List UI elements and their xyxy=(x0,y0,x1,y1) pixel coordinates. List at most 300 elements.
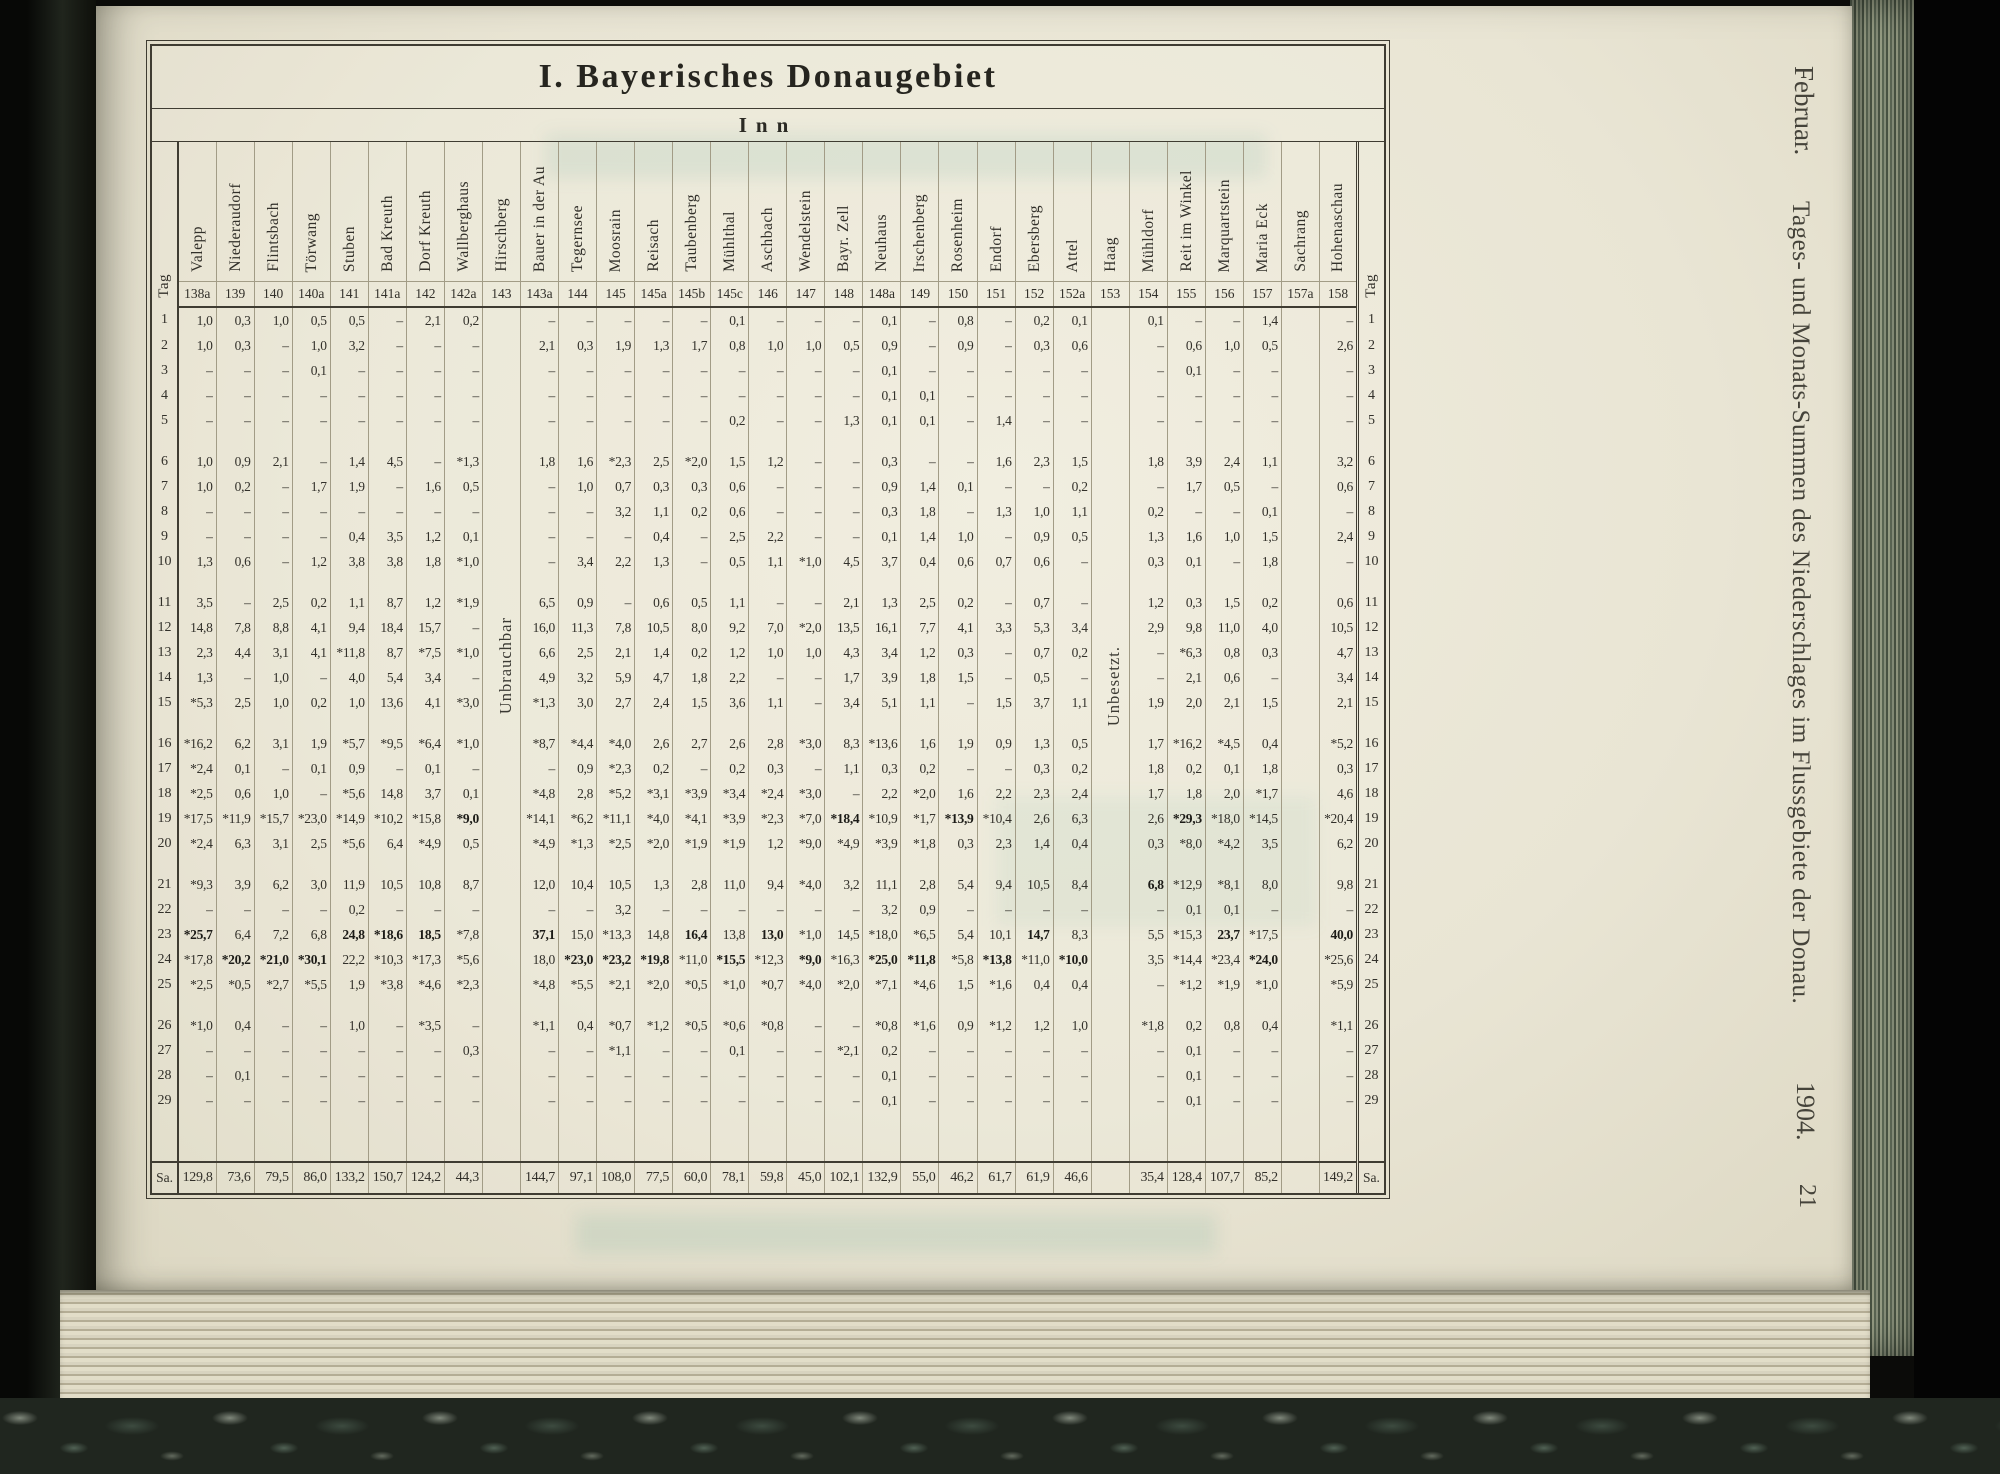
value-cell: – xyxy=(444,1063,482,1088)
day-cell: 22 xyxy=(157,901,172,917)
value-cell: – xyxy=(939,383,977,408)
value-cell: – xyxy=(330,1038,368,1063)
value-cell: – xyxy=(216,499,254,524)
value-cell: – xyxy=(787,524,825,549)
value-cell: – xyxy=(520,1038,558,1063)
sum-cell: 61,7 xyxy=(977,1162,1015,1193)
value-cell xyxy=(1281,449,1319,474)
value-cell: 0,1 xyxy=(444,781,482,806)
value-cell: – xyxy=(825,1063,863,1088)
value-cell: 7,7 xyxy=(901,615,939,640)
value-cell: 1,0 xyxy=(254,665,292,690)
value-cell: 6,8 xyxy=(292,922,330,947)
value-cell: *5,6 xyxy=(444,947,482,972)
value-cell: – xyxy=(559,408,597,433)
value-cell: *30,1 xyxy=(292,947,330,972)
value-cell: – xyxy=(559,383,597,408)
value-cell: 0,2 xyxy=(711,408,749,433)
value-cell: – xyxy=(216,383,254,408)
value-cell: 2,5 xyxy=(292,831,330,856)
value-cell: – xyxy=(406,333,444,358)
value-cell: 2,5 xyxy=(216,690,254,715)
value-cell: – xyxy=(673,1063,711,1088)
value-cell: *1,8 xyxy=(901,831,939,856)
value-cell: *2,1 xyxy=(825,1038,863,1063)
value-cell: *2,0 xyxy=(635,972,673,997)
value-cell: – xyxy=(1205,383,1243,408)
value-cell: *4,0 xyxy=(787,872,825,897)
value-cell: 4,1 xyxy=(939,615,977,640)
day-cell: 26 xyxy=(1357,1013,1384,1038)
value-cell: – xyxy=(178,897,216,922)
value-cell: – xyxy=(216,1088,254,1113)
value-cell: – xyxy=(406,408,444,433)
station-header: Stuben xyxy=(330,142,368,282)
value-cell: 1,9 xyxy=(292,731,330,756)
day-row xyxy=(152,358,1384,383)
value-cell: 6,2 xyxy=(1319,831,1357,856)
value-cell: 1,0 xyxy=(330,690,368,715)
value-cell: – xyxy=(559,1038,597,1063)
value-cell xyxy=(1281,499,1319,524)
value-cell: – xyxy=(1319,897,1357,922)
value-cell: *23,0 xyxy=(559,947,597,972)
value-cell: 18,0 xyxy=(520,947,558,972)
value-cell: 0,4 xyxy=(1243,731,1281,756)
value-cell: 1,5 xyxy=(977,690,1015,715)
value-cell xyxy=(1281,1088,1319,1113)
sum-cell: 132,9 xyxy=(863,1162,901,1193)
value-cell: 4,4 xyxy=(216,640,254,665)
value-cell: 0,1 xyxy=(901,408,939,433)
value-cell: – xyxy=(406,897,444,922)
value-cell: 3,4 xyxy=(863,640,901,665)
value-cell xyxy=(1091,1063,1129,1088)
value-cell: – xyxy=(1015,383,1053,408)
value-cell: *10,9 xyxy=(863,806,901,831)
station-header: Haag xyxy=(1091,142,1129,282)
value-cell: 10,5 xyxy=(597,872,635,897)
value-cell xyxy=(1281,665,1319,690)
value-cell: – xyxy=(977,1063,1015,1088)
value-cell: 1,5 xyxy=(1205,590,1243,615)
value-cell: 10,5 xyxy=(635,615,673,640)
value-cell: 1,6 xyxy=(939,781,977,806)
value-cell: – xyxy=(292,1088,330,1113)
value-cell: 5,4 xyxy=(939,872,977,897)
day-row xyxy=(152,1013,1384,1038)
value-cell: 9,4 xyxy=(977,872,1015,897)
value-cell: – xyxy=(939,1088,977,1113)
value-cell: *24,0 xyxy=(1243,947,1281,972)
sum-cell: 79,5 xyxy=(254,1162,292,1193)
value-cell: – xyxy=(977,640,1015,665)
station-number: 145c xyxy=(711,282,749,308)
day-cell: 14 xyxy=(1357,665,1384,690)
value-cell: – xyxy=(635,897,673,922)
value-cell: 10,8 xyxy=(406,872,444,897)
value-cell: – xyxy=(292,383,330,408)
value-cell: 1,5 xyxy=(711,449,749,474)
day-row xyxy=(152,474,1384,499)
station-number: 144 xyxy=(559,282,597,308)
value-cell: 1,4 xyxy=(330,449,368,474)
value-cell: 1,3 xyxy=(1015,731,1053,756)
value-cell: – xyxy=(787,1013,825,1038)
value-cell: 4,0 xyxy=(330,665,368,690)
value-cell: 0,2 xyxy=(1015,307,1053,333)
station-header: Bayr. Zell xyxy=(825,142,863,282)
value-cell: – xyxy=(1129,1088,1167,1113)
value-cell: 2,5 xyxy=(711,524,749,549)
value-cell: *17,8 xyxy=(178,947,216,972)
spacer-row xyxy=(152,574,1384,590)
station-header: Flintsbach xyxy=(254,142,292,282)
day-cell: 12 xyxy=(157,619,172,635)
value-cell: – xyxy=(977,474,1015,499)
value-cell: 1,6 xyxy=(559,449,597,474)
value-cell: – xyxy=(1053,549,1091,574)
value-cell: 0,1 xyxy=(863,524,901,549)
value-cell: 4,6 xyxy=(1319,781,1357,806)
day-column-header: Tag xyxy=(1357,142,1384,307)
value-cell: – xyxy=(1205,307,1243,333)
value-cell: – xyxy=(444,358,482,383)
value-cell: 0,3 xyxy=(216,307,254,333)
value-cell: *11,0 xyxy=(673,947,711,972)
value-cell: *1,3 xyxy=(559,831,597,856)
station-number: 145a xyxy=(635,282,673,308)
value-cell: *20,4 xyxy=(1319,806,1357,831)
value-cell: 0,4 xyxy=(1243,1013,1281,1038)
value-cell: – xyxy=(901,358,939,383)
value-cell: 1,3 xyxy=(825,408,863,433)
value-cell: – xyxy=(1129,972,1167,997)
value-cell: *23,4 xyxy=(1205,947,1243,972)
value-cell xyxy=(1281,307,1319,333)
value-cell: 3,2 xyxy=(559,665,597,690)
value-cell: 6,6 xyxy=(520,640,558,665)
value-cell: 0,8 xyxy=(711,333,749,358)
value-cell: – xyxy=(444,333,482,358)
value-cell: 0,6 xyxy=(1053,333,1091,358)
value-cell: 0,1 xyxy=(292,358,330,383)
value-cell: *1,0 xyxy=(178,1013,216,1038)
value-cell: 1,1 xyxy=(749,549,787,574)
value-cell: 2,6 xyxy=(635,731,673,756)
value-cell: 2,6 xyxy=(1129,806,1167,831)
day-cell: 15 xyxy=(1357,690,1384,715)
value-cell: *5,2 xyxy=(597,781,635,806)
sum-cell: 107,7 xyxy=(1205,1162,1243,1193)
value-cell: – xyxy=(1319,307,1357,333)
value-cell: – xyxy=(825,358,863,383)
value-cell: *18,0 xyxy=(1205,806,1243,831)
value-cell: 6,2 xyxy=(216,731,254,756)
value-cell: – xyxy=(520,499,558,524)
value-cell: – xyxy=(559,897,597,922)
day-cell: 6 xyxy=(1357,449,1384,474)
value-cell: – xyxy=(444,897,482,922)
value-cell: 2,5 xyxy=(559,640,597,665)
value-cell: 3,1 xyxy=(254,731,292,756)
day-cell: 9 xyxy=(1357,524,1384,549)
value-cell: 2,3 xyxy=(977,831,1015,856)
value-cell: 1,8 xyxy=(1129,756,1167,781)
value-cell xyxy=(1281,333,1319,358)
value-cell xyxy=(1281,615,1319,640)
value-cell: – xyxy=(711,358,749,383)
value-cell: – xyxy=(1319,408,1357,433)
value-cell: 7,0 xyxy=(749,615,787,640)
value-cell: 3,7 xyxy=(1015,690,1053,715)
precipitation-table-sheet xyxy=(150,44,1386,1195)
sum-cell: 149,2 xyxy=(1319,1162,1357,1193)
value-cell: 15,0 xyxy=(559,922,597,947)
value-cell: – xyxy=(406,1063,444,1088)
value-cell: 0,2 xyxy=(292,690,330,715)
value-cell: 2,2 xyxy=(977,781,1015,806)
value-cell: 8,8 xyxy=(254,615,292,640)
value-cell: 18,4 xyxy=(368,615,406,640)
value-cell: – xyxy=(216,897,254,922)
value-cell: – xyxy=(1243,1038,1281,1063)
day-cell: 3 xyxy=(1357,358,1384,383)
value-cell: 3,0 xyxy=(559,690,597,715)
day-cell: 8 xyxy=(1357,499,1384,524)
value-cell: 9,4 xyxy=(749,872,787,897)
value-cell: 0,2 xyxy=(673,640,711,665)
value-cell: 0,1 xyxy=(216,756,254,781)
value-cell: 2,1 xyxy=(825,590,863,615)
value-cell: 1,0 xyxy=(559,474,597,499)
value-cell: *20,2 xyxy=(216,947,254,972)
day-cell: 13 xyxy=(157,644,172,660)
value-cell: 0,3 xyxy=(863,449,901,474)
value-cell: – xyxy=(977,307,1015,333)
value-cell: – xyxy=(1319,549,1357,574)
value-cell: 1,3 xyxy=(635,872,673,897)
value-cell: *1,3 xyxy=(444,449,482,474)
day-row xyxy=(152,806,1384,831)
station-header: Wallberghaus xyxy=(444,142,482,282)
value-cell: 6,8 xyxy=(1129,872,1167,897)
value-cell: *8,1 xyxy=(1205,872,1243,897)
station-number: 145b xyxy=(673,282,711,308)
value-cell: – xyxy=(939,408,977,433)
value-cell: – xyxy=(178,1088,216,1113)
value-cell: – xyxy=(1129,408,1167,433)
value-cell: – xyxy=(977,590,1015,615)
value-cell: – xyxy=(254,408,292,433)
value-cell: 0,8 xyxy=(939,307,977,333)
value-cell: 0,1 xyxy=(1205,897,1243,922)
value-cell: 0,9 xyxy=(939,333,977,358)
value-cell: 1,7 xyxy=(1129,781,1167,806)
value-cell: – xyxy=(368,1088,406,1113)
value-cell: 1,4 xyxy=(1243,307,1281,333)
value-cell: *17,5 xyxy=(1243,922,1281,947)
value-cell: 1,2 xyxy=(1015,1013,1053,1038)
value-cell: – xyxy=(520,897,558,922)
value-cell: 0,9 xyxy=(863,333,901,358)
value-cell: 1,0 xyxy=(749,640,787,665)
value-cell: – xyxy=(216,408,254,433)
value-cell: 1,0 xyxy=(330,1013,368,1038)
value-cell: 0,2 xyxy=(1053,756,1091,781)
value-cell: – xyxy=(368,897,406,922)
value-cell: – xyxy=(635,383,673,408)
value-cell: – xyxy=(559,524,597,549)
value-cell: – xyxy=(406,1088,444,1113)
value-cell: *14,5 xyxy=(1243,806,1281,831)
value-cell: 0,1 xyxy=(863,358,901,383)
value-cell: 0,3 xyxy=(1129,831,1167,856)
sum-cell: 128,4 xyxy=(1167,1162,1205,1193)
value-cell: 1,3 xyxy=(635,333,673,358)
value-cell: *14,1 xyxy=(520,806,558,831)
day-cell: 26 xyxy=(157,1017,172,1033)
day-row xyxy=(152,307,1384,333)
value-cell: – xyxy=(330,499,368,524)
value-cell xyxy=(1091,408,1129,433)
value-cell: 0,6 xyxy=(216,781,254,806)
value-cell: – xyxy=(1243,358,1281,383)
day-cell: 29 xyxy=(157,1092,172,1108)
sum-label: Sa. xyxy=(152,1162,178,1193)
value-cell: – xyxy=(711,1063,749,1088)
value-cell: 5,1 xyxy=(863,690,901,715)
station-number: 140 xyxy=(254,282,292,308)
station-number: 151 xyxy=(977,282,1015,308)
value-cell xyxy=(1281,590,1319,615)
value-cell: – xyxy=(1129,897,1167,922)
value-cell: – xyxy=(368,1063,406,1088)
value-cell: 2,5 xyxy=(635,449,673,474)
value-cell: *9,5 xyxy=(368,731,406,756)
value-cell: – xyxy=(787,408,825,433)
value-cell: 0,2 xyxy=(1129,499,1167,524)
sum-cell xyxy=(1091,1162,1129,1193)
day-cell: 16 xyxy=(157,735,172,751)
value-cell: – xyxy=(749,358,787,383)
value-cell: – xyxy=(825,524,863,549)
value-cell xyxy=(1091,1088,1129,1113)
value-cell: 0,3 xyxy=(1243,640,1281,665)
value-cell: – xyxy=(749,665,787,690)
value-cell: 0,3 xyxy=(559,333,597,358)
value-cell: 3,2 xyxy=(330,333,368,358)
value-cell: – xyxy=(520,383,558,408)
value-cell: 2,2 xyxy=(597,549,635,574)
station-number: 152a xyxy=(1053,282,1091,308)
value-cell: 1,5 xyxy=(939,972,977,997)
value-cell: 0,5 xyxy=(1205,474,1243,499)
value-cell: *11,0 xyxy=(1015,947,1053,972)
value-cell: – xyxy=(635,1088,673,1113)
value-cell: 10,5 xyxy=(368,872,406,897)
value-cell: 1,8 xyxy=(1243,549,1281,574)
value-cell: – xyxy=(673,549,711,574)
sum-cell: 129,8 xyxy=(178,1162,216,1193)
value-cell: – xyxy=(939,449,977,474)
station-number: 155 xyxy=(1167,282,1205,308)
value-cell: – xyxy=(254,474,292,499)
value-cell: 2,3 xyxy=(1015,781,1053,806)
station-header: Dorf Kreuth xyxy=(406,142,444,282)
value-cell: 13,8 xyxy=(711,922,749,947)
value-cell: *1,0 xyxy=(787,922,825,947)
value-cell: 1,0 xyxy=(787,333,825,358)
station-header: Mühlthal xyxy=(711,142,749,282)
value-cell: 23,7 xyxy=(1205,922,1243,947)
value-cell: *1,0 xyxy=(444,549,482,574)
station-header: Aschbach xyxy=(749,142,787,282)
value-cell xyxy=(1281,1013,1319,1038)
value-cell: 0,4 xyxy=(1053,972,1091,997)
value-cell: 0,2 xyxy=(711,756,749,781)
value-cell: – xyxy=(635,358,673,383)
value-cell: 1,0 xyxy=(178,474,216,499)
value-cell: 8,7 xyxy=(444,872,482,897)
value-cell xyxy=(482,1063,520,1088)
value-cell: 3,5 xyxy=(368,524,406,549)
value-cell: 0,1 xyxy=(216,1063,254,1088)
station-number: 143a xyxy=(520,282,558,308)
value-cell: – xyxy=(977,897,1015,922)
value-cell: – xyxy=(1167,383,1205,408)
value-cell: 1,5 xyxy=(1243,524,1281,549)
value-cell: – xyxy=(749,1063,787,1088)
value-cell: *25,0 xyxy=(863,947,901,972)
value-cell: – xyxy=(1053,665,1091,690)
value-cell: – xyxy=(520,307,558,333)
value-cell: 11,0 xyxy=(711,872,749,897)
value-cell: 0,7 xyxy=(1015,640,1053,665)
station-header: Hohenaschau xyxy=(1319,142,1357,282)
value-cell: 6,5 xyxy=(520,590,558,615)
station-number: 145 xyxy=(597,282,635,308)
value-cell: 4,0 xyxy=(1243,615,1281,640)
value-cell: – xyxy=(292,524,330,549)
value-cell: *25,7 xyxy=(178,922,216,947)
value-cell: 0,4 xyxy=(330,524,368,549)
value-cell: 0,9 xyxy=(330,756,368,781)
value-cell: – xyxy=(749,1038,787,1063)
value-cell: – xyxy=(901,449,939,474)
value-cell: – xyxy=(444,615,482,640)
value-cell: – xyxy=(787,449,825,474)
value-cell: 2,3 xyxy=(178,640,216,665)
value-cell: – xyxy=(977,383,1015,408)
sum-label: Sa. xyxy=(1357,1162,1384,1193)
value-cell: *13,9 xyxy=(939,806,977,831)
value-cell: 0,1 xyxy=(711,307,749,333)
sum-cell: 44,3 xyxy=(444,1162,482,1193)
station-header: Tegernsee xyxy=(559,142,597,282)
value-cell: – xyxy=(559,499,597,524)
value-cell xyxy=(1091,307,1129,333)
station-header: Reisach xyxy=(635,142,673,282)
value-cell: *3,4 xyxy=(711,781,749,806)
value-cell: 7,8 xyxy=(216,615,254,640)
value-cell: 1,8 xyxy=(520,449,558,474)
day-cell: 18 xyxy=(157,785,172,801)
day-cell: 23 xyxy=(1357,922,1384,947)
value-cell: – xyxy=(292,1038,330,1063)
value-cell: *11,8 xyxy=(330,640,368,665)
day-cell: 16 xyxy=(1357,731,1384,756)
